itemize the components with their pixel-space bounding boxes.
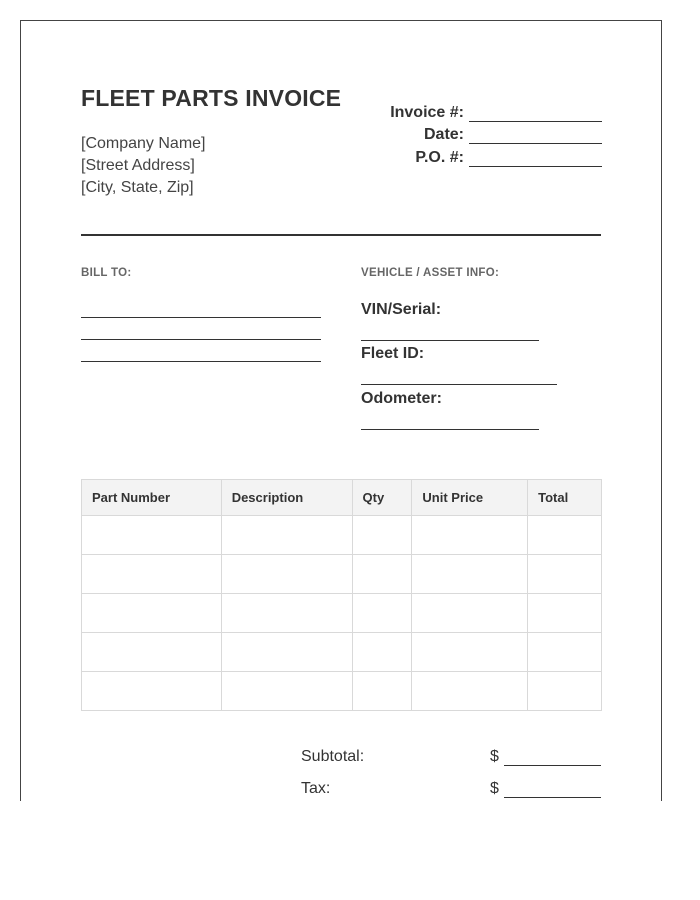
table-header-row [82,480,602,516]
bill-to-line-1[interactable] [81,317,321,318]
table-cell[interactable] [412,594,528,633]
fleet-id-field[interactable] [361,384,557,385]
vin-field[interactable] [361,340,539,341]
col-description: Description [221,480,352,516]
table-row [82,672,602,711]
table-cell[interactable] [352,672,412,711]
tax-row [301,780,601,801]
table-row [82,555,602,594]
invoice-number-label: Invoice #: [390,103,464,121]
table-cell[interactable] [412,516,528,555]
invoice-meta [390,99,602,167]
table-cell[interactable] [352,594,412,633]
tax-currency: $ [490,780,499,797]
company-name: [Company Name] [81,135,206,152]
table-cell[interactable] [221,516,352,555]
table-cell[interactable] [221,633,352,672]
table-cell[interactable] [412,555,528,594]
table-cell[interactable] [412,633,528,672]
table-cell[interactable] [528,555,602,594]
col-total: Total [528,480,602,516]
col-part-number: Part Number [82,480,222,516]
table-cell[interactable] [352,555,412,594]
table-cell[interactable] [221,555,352,594]
odometer-label: Odometer: [361,390,442,407]
parts-table [81,479,602,711]
table-cell[interactable] [82,633,222,672]
table-row [82,594,602,633]
vehicle-heading: VEHICLE / ASSET INFO: [361,267,500,279]
vin-label: VIN/Serial: [361,301,442,318]
date-field[interactable] [469,128,602,144]
invoice-number-row [390,99,602,122]
table-cell[interactable] [528,633,602,672]
table-cell[interactable] [221,672,352,711]
table-cell[interactable] [352,633,412,672]
date-label: Date: [423,126,464,143]
col-unit-price: Unit Price [412,480,528,516]
table-cell[interactable] [528,516,602,555]
table-cell[interactable] [82,672,222,711]
po-label: P.O. #: [415,148,464,166]
table-cell[interactable] [412,672,528,711]
odometer-field[interactable] [361,429,539,430]
table-row [82,516,602,555]
table-cell[interactable] [221,594,352,633]
header-divider [81,234,601,236]
invoice-title: FLEET PARTS INVOICE [81,85,342,111]
po-row [390,144,602,167]
col-qty: Qty [352,480,412,516]
table-cell[interactable] [352,516,412,555]
subtotal-field[interactable] [504,765,601,766]
tax-label: Tax: [301,780,331,797]
table-cell[interactable] [82,594,222,633]
bill-to-heading: BILL TO: [81,267,132,279]
subtotal-currency: $ [490,748,499,765]
bill-to-line-3[interactable] [81,361,321,362]
po-field[interactable] [469,151,602,167]
table-cell[interactable] [82,555,222,594]
company-street: [Street Address] [81,157,195,174]
table-cell[interactable] [528,672,602,711]
date-row [390,122,602,145]
subtotal-label: Subtotal: [301,748,365,765]
table-cell[interactable] [82,516,222,555]
tax-field[interactable] [504,797,601,798]
table-cell[interactable] [528,594,602,633]
bill-to-line-2[interactable] [81,339,321,340]
invoice-sheet [20,20,662,801]
company-block [81,133,206,199]
subtotal-row [301,748,601,770]
fleet-id-label: Fleet ID: [361,345,425,362]
company-city: [City, State, Zip] [81,179,194,196]
table-row [82,633,602,672]
invoice-number-field[interactable] [469,106,602,122]
